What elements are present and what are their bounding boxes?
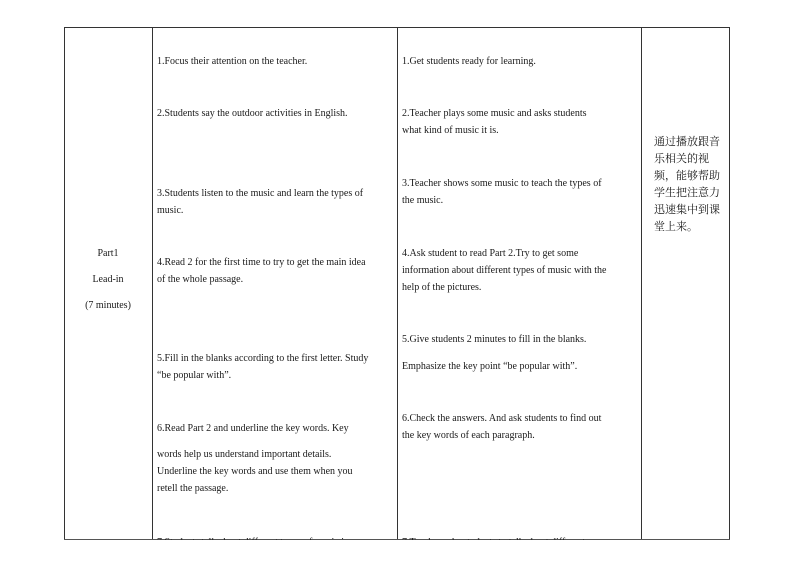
stage-name: Lead-in bbox=[92, 274, 124, 285]
teacher-line: information about different types of music with the bbox=[402, 265, 607, 276]
student-line: 6.Read Part 2 and underline the key words. Key bbox=[157, 423, 349, 434]
design-intent-line: 迅速集中到课 bbox=[654, 203, 720, 216]
column-divider-3 bbox=[641, 27, 642, 540]
teacher-line: Emphasize the key point “be popular with”. bbox=[402, 361, 578, 372]
teacher-line: the key words of each paragraph. bbox=[402, 430, 535, 441]
teacher-line: what kind of music it is. bbox=[402, 125, 499, 136]
design-intent-line: 堂上来。 bbox=[654, 220, 698, 233]
student-line: 4.Read 2 for the first time to try to get the main idea bbox=[157, 257, 366, 268]
teacher-line: 4.Ask student to read Part 2.Try to get some bbox=[402, 248, 579, 259]
student-line: 1.Focus their attention on the teacher. bbox=[157, 56, 308, 67]
design-intent-line: 乐相关的视 bbox=[654, 152, 709, 165]
teacher-line: 3.Teacher shows some music to teach the types of bbox=[402, 178, 602, 189]
column-divider-1 bbox=[152, 27, 153, 540]
student-line: words help us understand important details. bbox=[157, 449, 332, 460]
teacher-line: 1.Get students ready for learning. bbox=[402, 56, 536, 67]
column-divider-2 bbox=[397, 27, 398, 540]
teacher-line: 6.Check the answers. And ask students to find out bbox=[402, 413, 602, 424]
page-bottom-mask bbox=[0, 540, 794, 561]
table-right-border bbox=[729, 27, 730, 540]
design-intent-line: 频，能够帮助 bbox=[654, 169, 720, 182]
student-line: retell the passage. bbox=[157, 483, 229, 494]
teacher-line: 2.Teacher plays some music and asks students bbox=[402, 108, 587, 119]
student-line: 3.Students listen to the music and learn the types of bbox=[157, 188, 364, 199]
student-line: 2.Students say the outdoor activities in English. bbox=[157, 108, 348, 119]
student-line: Underline the key words and use them when you bbox=[157, 466, 353, 477]
student-line: 5.Fill in the blanks according to the first letter. Study bbox=[157, 353, 369, 364]
student-line: “be popular with”. bbox=[157, 370, 232, 381]
teacher-line: the music. bbox=[402, 195, 444, 206]
stage-time: (7 minutes) bbox=[85, 300, 131, 311]
student-line: of the whole passage. bbox=[157, 274, 244, 285]
teacher-line: help of the pictures. bbox=[402, 282, 482, 293]
student-line: music. bbox=[157, 205, 184, 216]
stage-part: Part1 bbox=[97, 248, 119, 259]
design-intent-cell bbox=[654, 133, 730, 235]
design-intent-line: 通过播放跟音 bbox=[654, 135, 720, 148]
teacher-line: 5.Give students 2 minutes to fill in the blanks. bbox=[402, 334, 587, 345]
design-intent-line: 学生把注意力 bbox=[654, 186, 720, 199]
